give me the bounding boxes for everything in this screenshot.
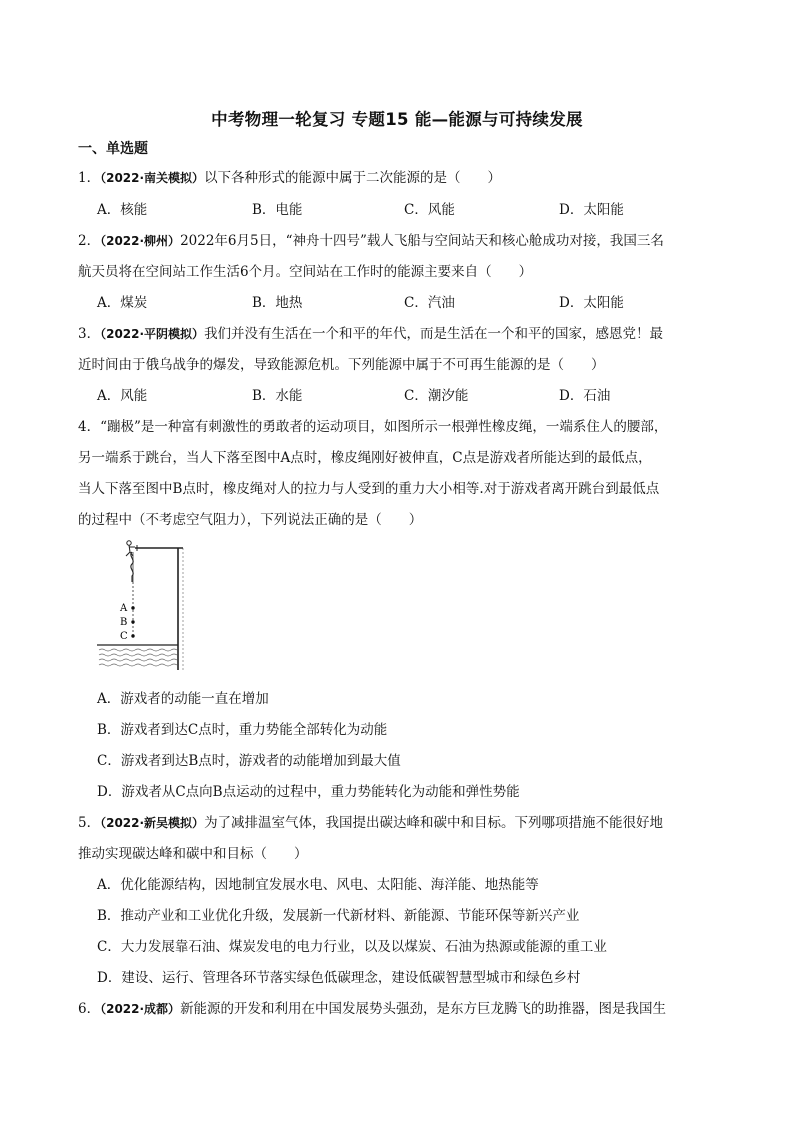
question-4 bbox=[78, 415, 667, 435]
option-c: C．潮汐能 bbox=[404, 388, 469, 404]
question-4-line-2: 另一端系于跳台，当人下落至图中A点时，橡皮绳刚好被伸直，C点是游戏者所能达到的最低点， bbox=[78, 450, 652, 466]
option-c: C．风能 bbox=[404, 202, 455, 218]
question-number: 4． bbox=[78, 419, 101, 435]
option-a: A．核能 bbox=[97, 202, 148, 218]
question-source: （2022·柳州） bbox=[100, 234, 181, 248]
option-a: A．煤炭 bbox=[97, 295, 148, 311]
question-5-line-2: 推动实现碳达峰和碳中和目标（ ） bbox=[78, 846, 308, 862]
question-source: （2022·成都） bbox=[100, 1002, 181, 1016]
question-number: 5． bbox=[78, 815, 101, 831]
option-b: B．电能 bbox=[252, 202, 303, 218]
question-text: 以下各种形式的能源中属于二次能源的是（ ） bbox=[204, 170, 502, 186]
option-b: B．地热 bbox=[252, 295, 303, 311]
question-3-line-2: 近时间由于俄乌战争的爆发，导致能源危机。下列能源中属于不可再生能源的是（ ） bbox=[78, 357, 605, 373]
question-source: （2022·新吴模拟） bbox=[100, 816, 205, 830]
question-4-line-4: 的过程中（不考虑空气阻力），下列说法正确的是（ ） bbox=[78, 512, 423, 528]
option-d: D．石油 bbox=[559, 388, 611, 404]
question-6 bbox=[78, 997, 666, 1017]
question-2 bbox=[78, 229, 664, 249]
section-heading: 一、单选题 bbox=[78, 141, 148, 157]
question-5-option-b: B．推动产业和工业优化升级，发展新一代新材料、新能源、节能环保等新兴产业 bbox=[97, 908, 580, 924]
option-b: B．水能 bbox=[252, 388, 303, 404]
question-3 bbox=[78, 322, 663, 342]
document-title: 中考物理一轮复习 专题15 能—能源与可持续发展 bbox=[211, 110, 583, 129]
question-text: “蹦极”是一种富有刺激性的勇敢者的运动项目，如图所示一根弹性橡皮绳，一端系住人的腰部， bbox=[100, 419, 668, 435]
question-text: 2022年6月5日，“神舟十四号”载人飞船与空间站天和核心舱成功对接，我国三名 bbox=[180, 233, 664, 249]
option-d: D．太阳能 bbox=[559, 295, 624, 311]
point-b-label: B bbox=[120, 617, 128, 628]
question-source: （2022·平阴模拟） bbox=[100, 327, 205, 341]
question-5-option-c: C．大力发展靠石油、煤炭发电的电力行业，以及以煤炭、石油为热源或能源的重工业 bbox=[97, 939, 607, 955]
question-number: 1． bbox=[78, 170, 101, 186]
question-4-option-c: C．游戏者到达B点时，游戏者的动能增加到最大值 bbox=[97, 753, 401, 769]
question-4-option-b: B．游戏者到达C点时，重力势能全部转化为动能 bbox=[97, 722, 388, 738]
jumper-figure bbox=[126, 541, 135, 556]
question-4-line-3: 当人下落至图中B点时，橡皮绳对人的拉力与人受到的重力大小相等.对于游戏者离开跳台到最低点 bbox=[78, 481, 660, 497]
point-c-label: C bbox=[120, 631, 128, 642]
bungee-jump-figure bbox=[95, 538, 210, 673]
question-text: 新能源的开发和利用在中国发展势头强劲，是东方巨龙腾飞的助推器，图是我国生 bbox=[180, 1001, 667, 1017]
question-5 bbox=[78, 811, 663, 831]
question-1 bbox=[78, 166, 501, 186]
question-4-option-d: D．游戏者从C点向B点运动的过程中，重力势能转化为动能和弹性势能 bbox=[97, 784, 520, 800]
question-number: 3． bbox=[78, 326, 101, 342]
question-number: 6． bbox=[78, 1001, 101, 1017]
question-2-line-2: 航天员将在空间站工作生活6个月。空间站在工作时的能源主要来自（ ） bbox=[78, 264, 533, 280]
option-a: A．风能 bbox=[97, 388, 148, 404]
question-text: 我们并没有生活在一个和平的年代，而是生活在一个和平的国家，感恩党！最 bbox=[204, 326, 664, 342]
question-5-option-d: D．建设、运行、管理各环节落实绿色低碳理念，建设低碳智慧型城市和绿色乡村 bbox=[97, 970, 581, 986]
question-text: 为了减排温室气体，我国提出碳达峰和碳中和目标。下列哪项措施不能很好地 bbox=[204, 815, 664, 831]
question-source: （2022·南关模拟） bbox=[100, 171, 205, 185]
water-hatching bbox=[99, 649, 177, 666]
question-5-option-a: A．优化能源结构，因地制宜发展水电、风电、太阳能、海洋能、地热能等 bbox=[97, 877, 539, 893]
question-number: 2． bbox=[78, 233, 101, 249]
point-a-label: A bbox=[120, 603, 128, 614]
option-c: C．汽油 bbox=[404, 295, 455, 311]
question-4-option-a: A．游戏者的动能一直在增加 bbox=[97, 691, 269, 707]
option-d: D．太阳能 bbox=[559, 202, 624, 218]
